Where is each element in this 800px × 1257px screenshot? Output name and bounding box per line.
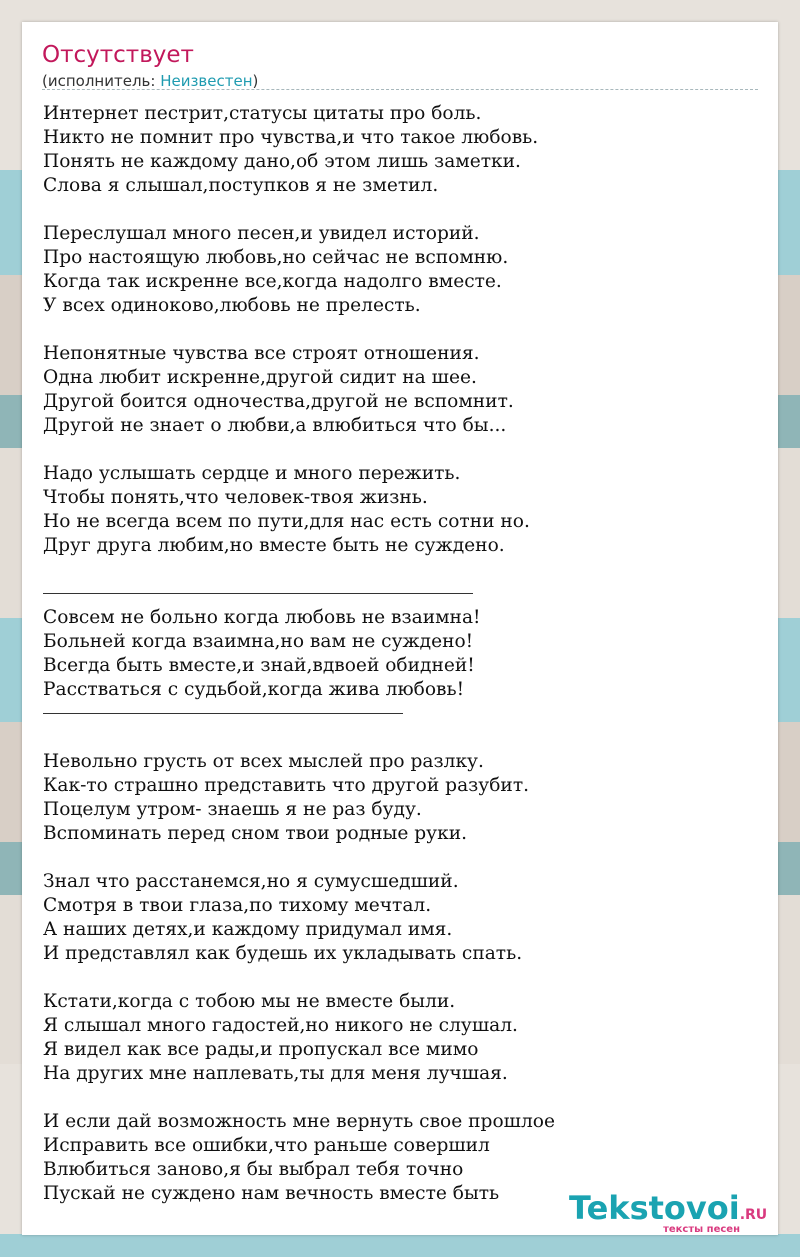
header-divider [42, 89, 758, 90]
lyric-line: Я слышал много гадостей,но никого не слушал. [43, 1015, 518, 1036]
lyric-line: Вспоминать перед сном твои родные руки. [43, 823, 468, 844]
lyric-line: Кстати,когда с тобою мы не вместе были. [43, 991, 456, 1012]
song-title: Отсутствует [42, 42, 194, 68]
lyric-line: И если дай возможность мне вернуть свое прошлое [43, 1111, 555, 1132]
lyric-line: Интернет пестрит,статусы цитаты про боль. [43, 103, 482, 124]
lyric-line: Я видел как все рады,и пропускал все мимо [43, 1039, 479, 1060]
lyrics-text [43, 102, 763, 1206]
separator-line [43, 702, 763, 726]
site-logo[interactable] [569, 1190, 774, 1234]
lyric-line: Смотря в твои глаза,по тихому мечтал. [43, 895, 432, 916]
lyric-line: Про настоящую любовь,но сейчас не вспомню. [43, 247, 509, 268]
lyric-line: Всегда быть вместе,и знай,вдвоей обидней! [43, 655, 475, 676]
lyric-line: Чтобы понять,что человек-твоя жизнь. [43, 487, 428, 508]
lyric-line [43, 726, 763, 750]
lyrics-card [22, 22, 778, 1235]
lyric-line: Поцелум утром- знаешь я не раз буду. [43, 799, 422, 820]
lyric-line: И представлял как будешь их укладывать спать. [43, 943, 523, 964]
logo-suffix: .RU [739, 1207, 768, 1223]
lyric-line [43, 846, 763, 870]
lyric-line: Одна любит искренне,другой сидит на шее. [43, 367, 477, 388]
lyric-line [43, 438, 763, 462]
lyric-line: А наших детях,и каждому придумал имя. [43, 919, 453, 940]
performer-prefix: (исполнитель: [42, 72, 161, 90]
lyric-line: Другой боится одночества,другой не вспомнит. [43, 391, 514, 412]
performer-suffix: ) [252, 72, 259, 90]
lyric-line: Как-то страшно представить что другой разубит. [43, 775, 530, 796]
artist-link[interactable]: Неизвестен [160, 72, 253, 90]
lyric-line: Друг друга любим,но вместе быть не суждено. [43, 535, 505, 556]
lyric-line: Непонятные чувства все строят отношения. [43, 343, 480, 364]
lyric-line: Расстваться с судьбой,когда жива любовь! [43, 679, 465, 700]
lyric-line: Надо услышать сердце и много пережить. [43, 463, 461, 484]
lyric-line: У всех одиноково,любовь не прелесть. [43, 295, 421, 316]
logo-name: Tekstovoi [569, 1189, 740, 1227]
logo-tagline: тексты песен [663, 1224, 740, 1235]
lyric-line: Другой не знает о любви,а влюбиться что бы... [43, 415, 507, 436]
lyric-line: Пускай не суждено нам вечность вместе быть [43, 1183, 500, 1204]
lyric-line: На других мне наплевать,ты для меня лучшая. [43, 1063, 508, 1084]
lyric-line: Влюбиться заново,я бы выбрал тебя точно [43, 1159, 464, 1180]
lyric-line: Переслушал много песен,и увидел историй. [43, 223, 480, 244]
lyric-line [43, 558, 763, 582]
lyric-line: Знал что расстанемся,но я сумусшедший. [43, 871, 459, 892]
lyric-line [43, 1086, 763, 1110]
lyric-line: Но не всегда всем по пути,для нас есть сотни но. [43, 511, 530, 532]
lyric-line: Больней когда взаимна,но вам не суждено! [43, 631, 474, 652]
lyric-line [43, 318, 763, 342]
performer-line [42, 71, 258, 91]
lyric-line: Никто не помнит про чувства,и что такое любовь. [43, 127, 539, 148]
lyric-line: Невольно грусть от всех мыслей про разлку. [43, 751, 484, 772]
lyric-line: Когда так искренне все,когда надолго вместе. [43, 271, 502, 292]
lyric-line: Слова я слышал,поступков я не зметил. [43, 175, 439, 196]
lyric-line: Понять не каждому дано,об этом лишь заметки. [43, 151, 521, 172]
lyric-line: Исправить все ошибки,что раньше совершил [43, 1135, 490, 1156]
lyric-line [43, 966, 763, 990]
lyric-line [43, 198, 763, 222]
lyric-line: Совсем не больно когда любовь не взаимна! [43, 607, 481, 628]
separator-line [43, 582, 763, 606]
